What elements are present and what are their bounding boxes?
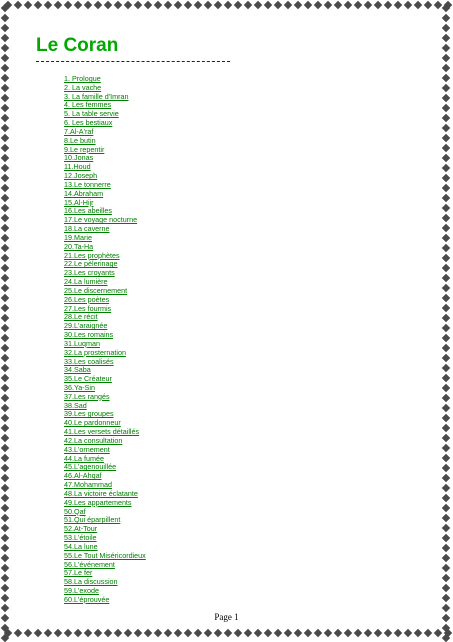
border-diamond (44, 629, 52, 637)
border-diamond (304, 629, 312, 637)
border-diamond (442, 74, 450, 82)
border-diamond (374, 1, 382, 9)
border-diamond (84, 1, 92, 9)
toc-link[interactable]: 50.Qaf (64, 506, 86, 516)
toc-link[interactable]: 59.L'exode (64, 586, 99, 596)
border-diamond (44, 1, 52, 9)
border-diamond (442, 94, 450, 102)
border-diamond (1, 34, 9, 42)
border-diamond (1, 334, 9, 342)
border-diamond (442, 84, 450, 92)
border-diamond (1, 514, 9, 522)
toc-link[interactable]: 40.Le pardonneur (64, 418, 121, 428)
border-diamond (164, 1, 172, 9)
border-diamond (34, 1, 42, 9)
border-diamond (1, 304, 9, 312)
border-diamond (1, 364, 9, 372)
border-diamond (1, 524, 9, 532)
border-diamond (442, 214, 450, 222)
border-diamond (442, 464, 450, 472)
toc-link[interactable]: 27.Les fourmis (64, 303, 112, 313)
border-diamond (442, 104, 450, 112)
border-diamond (1, 244, 9, 252)
border-diamond (442, 594, 450, 602)
border-diamond (442, 24, 450, 32)
toc-link[interactable]: 26.Les poètes (64, 294, 110, 304)
border-diamond (1, 64, 9, 72)
border-diamond (384, 629, 392, 637)
border-diamond (64, 1, 72, 9)
toc-link[interactable]: 47.Mohammad (64, 480, 112, 490)
page-number: Page 1 (214, 612, 239, 622)
border-diamond (274, 1, 282, 9)
border-diamond (74, 1, 82, 9)
toc-link[interactable]: 9.Le repentir (64, 144, 105, 154)
border-diamond (1, 14, 9, 22)
border-diamond (1, 424, 9, 432)
border-diamond (1, 484, 9, 492)
border-diamond (442, 64, 450, 72)
border-diamond (442, 254, 450, 262)
border-diamond (442, 494, 450, 502)
border-diamond (1, 254, 9, 262)
border-diamond (442, 344, 450, 352)
border-diamond (94, 629, 102, 637)
border-diamond (84, 629, 92, 637)
border-diamond (442, 284, 450, 292)
toc-link[interactable]: 25.Le discernement (64, 285, 128, 295)
border-diamond (214, 1, 222, 9)
border-diamond (354, 629, 362, 637)
toc-link[interactable]: 34.Saba (64, 365, 91, 375)
border-diamond (1, 394, 9, 402)
border-diamond (442, 524, 450, 532)
toc-link[interactable]: 49.Les appartements (64, 497, 132, 507)
border-diamond (1, 204, 9, 212)
border-diamond (1, 234, 9, 242)
toc-link[interactable]: 28.Le récit (64, 312, 98, 322)
border-diamond (374, 629, 382, 637)
border-diamond (114, 629, 122, 637)
toc-link[interactable]: 31.Luqman (64, 338, 100, 348)
border-diamond (442, 34, 450, 42)
border-diamond (442, 374, 450, 382)
border-diamond (144, 1, 152, 9)
border-diamond (442, 154, 450, 162)
border-diamond (442, 14, 450, 22)
border-diamond (442, 624, 450, 632)
border-diamond (1, 214, 9, 222)
border-diamond (442, 544, 450, 552)
border-diamond (1, 564, 9, 572)
border-diamond (284, 629, 292, 637)
toc-link[interactable]: 45.L'agenouillée (64, 462, 117, 472)
border-diamond (234, 629, 242, 637)
border-diamond (14, 1, 22, 9)
toc-link[interactable]: 13.Le tonnerre (64, 179, 111, 189)
border-diamond (354, 1, 362, 9)
border-diamond (1, 194, 9, 202)
border-diamond (442, 304, 450, 312)
border-diamond (1, 44, 9, 52)
page-title: Le Coran (36, 35, 119, 56)
toc-link[interactable]: 55.Le Tout Miséricordieux (64, 550, 146, 560)
toc-link[interactable]: 36.Ya-Sin (64, 382, 96, 392)
toc-link[interactable]: 60.L'éprouvée (64, 594, 110, 604)
border-diamond (164, 629, 172, 637)
border-diamond (334, 629, 342, 637)
border-diamond (244, 629, 252, 637)
toc-link[interactable]: 11.Houd (64, 162, 91, 172)
border-diamond (1, 94, 9, 102)
border-diamond (1, 184, 9, 192)
border-diamond (24, 629, 32, 637)
border-diamond (174, 1, 182, 9)
border-diamond (284, 1, 292, 9)
toc-link[interactable]: 4. Les femmes (64, 100, 112, 110)
border-diamond (442, 604, 450, 612)
border-diamond (1, 104, 9, 112)
border-diamond (324, 1, 332, 9)
border-diamond (304, 1, 312, 9)
border-top (0, 0, 453, 12)
border-diamond (1, 474, 9, 482)
border-diamond (442, 274, 450, 282)
border-diamond (442, 534, 450, 542)
border-diamond (314, 1, 322, 9)
border-diamond (254, 1, 262, 9)
toc-link[interactable]: 20.Ta-Ha (64, 241, 94, 251)
border-diamond (442, 324, 450, 332)
border-diamond (274, 629, 282, 637)
border-diamond (1, 284, 9, 292)
border-diamond (1, 404, 9, 412)
toc-link[interactable]: 56.L'événement (64, 559, 115, 569)
border-diamond (442, 4, 450, 12)
border-diamond (442, 634, 450, 642)
border-diamond (1, 594, 9, 602)
border-diamond (442, 314, 450, 322)
border-diamond (1, 74, 9, 82)
border-diamond (1, 154, 9, 162)
border-diamond (64, 629, 72, 637)
border-diamond (1, 294, 9, 302)
border-diamond (442, 124, 450, 132)
border-diamond (154, 629, 162, 637)
toc-link[interactable]: 3. La famille d'Imran (64, 91, 129, 101)
border-diamond (442, 54, 450, 62)
toc-link[interactable]: 29.L'araignée (64, 321, 108, 331)
toc-link[interactable]: 8.Le butin (64, 135, 96, 145)
border-diamond (442, 204, 450, 212)
border-diamond (34, 629, 42, 637)
toc-link[interactable]: 51.Qui éparpillent (64, 515, 121, 525)
border-diamond (1, 164, 9, 172)
border-diamond (442, 394, 450, 402)
toc-link[interactable]: 18.La caverne (64, 224, 110, 234)
border-diamond (442, 234, 450, 242)
border-diamond (254, 629, 262, 637)
border-diamond (104, 629, 112, 637)
border-diamond (442, 364, 450, 372)
border-diamond (184, 1, 192, 9)
border-diamond (364, 1, 372, 9)
toc-link[interactable]: 19.Marie (64, 232, 92, 242)
toc-link[interactable]: 10.Jonas (64, 153, 94, 163)
border-diamond (1, 24, 9, 32)
border-diamond (424, 1, 432, 9)
border-diamond (224, 1, 232, 9)
table-of-contents (64, 75, 146, 605)
toc-link[interactable]: 43.L'ornement (64, 444, 110, 454)
border-diamond (442, 474, 450, 482)
toc-link[interactable]: 30.Les romains (64, 330, 114, 340)
border-diamond (114, 1, 122, 9)
toc-link[interactable]: 17.Le voyage nocturne (64, 215, 138, 225)
toc-link[interactable]: 1. Prologue (64, 74, 101, 83)
border-diamond (442, 454, 450, 462)
border-diamond (1, 224, 9, 232)
border-diamond (1, 554, 9, 562)
toc-link[interactable]: 6. Les bestiaux (64, 118, 113, 128)
border-diamond (314, 629, 322, 637)
toc-link[interactable]: 54.La lune (64, 541, 98, 551)
border-diamond (334, 1, 342, 9)
border-diamond (394, 629, 402, 637)
toc-link[interactable]: 16.Les abeilles (64, 206, 112, 216)
border-diamond (404, 629, 412, 637)
border-diamond (1, 384, 9, 392)
toc-link[interactable]: 44.La fumée (64, 453, 104, 463)
border-diamond (442, 354, 450, 362)
border-diamond (1, 374, 9, 382)
border-diamond (1, 114, 9, 122)
border-diamond (1, 144, 9, 152)
border-diamond (1, 354, 9, 362)
border-right (441, 0, 453, 640)
toc-link[interactable]: 5. La table servie (64, 109, 119, 119)
border-diamond (442, 174, 450, 182)
toc-link[interactable]: 15.Al-Hijr (64, 197, 94, 207)
border-diamond (344, 1, 352, 9)
border-diamond (394, 1, 402, 9)
border-diamond (384, 1, 392, 9)
border-diamond (442, 224, 450, 232)
border-diamond (214, 629, 222, 637)
border-diamond (1, 604, 9, 612)
border-diamond (1, 414, 9, 422)
toc-link[interactable]: 39.Les groupes (64, 409, 114, 419)
border-diamond (1, 464, 9, 472)
toc-link[interactable]: 52.At-Tour (64, 524, 98, 534)
toc-link[interactable]: 41.Les versets détaillés (64, 427, 140, 437)
border-diamond (1, 264, 9, 272)
border-diamond (1, 454, 9, 462)
border-diamond (1, 624, 9, 632)
border-diamond (264, 629, 272, 637)
border-diamond (54, 1, 62, 9)
border-diamond (134, 629, 142, 637)
toc-link[interactable]: 38.Sad (64, 400, 87, 410)
border-diamond (442, 504, 450, 512)
border-diamond (442, 414, 450, 422)
border-diamond (442, 134, 450, 142)
border-diamond (1, 434, 9, 442)
border-left (0, 0, 12, 640)
border-diamond (294, 629, 302, 637)
border-diamond (442, 114, 450, 122)
border-diamond (1, 54, 9, 62)
border-diamond (324, 629, 332, 637)
border-diamond (134, 1, 142, 9)
border-diamond (1, 494, 9, 502)
border-diamond (234, 1, 242, 9)
border-diamond (442, 484, 450, 492)
border-diamond (442, 584, 450, 592)
border-diamond (154, 1, 162, 9)
toc-link[interactable]: 42.La consultation (64, 435, 123, 445)
border-diamond (442, 184, 450, 192)
border-diamond (442, 264, 450, 272)
border-diamond (124, 629, 132, 637)
border-diamond (1, 634, 9, 642)
border-diamond (404, 1, 412, 9)
border-diamond (1, 544, 9, 552)
toc-link[interactable]: 37.Les rangés (64, 391, 110, 401)
border-diamond (144, 629, 152, 637)
border-diamond (54, 629, 62, 637)
toc-link[interactable]: 48.La victoire éclatante (64, 488, 138, 498)
border-diamond (124, 1, 132, 9)
border-diamond (442, 294, 450, 302)
title-divider (36, 61, 230, 62)
border-diamond (442, 194, 450, 202)
toc-link[interactable]: 35.Le Créateur (64, 374, 112, 384)
border-diamond (1, 274, 9, 282)
border-diamond (442, 444, 450, 452)
toc-link[interactable]: 57.Le fer (64, 568, 93, 578)
toc-item (64, 596, 146, 605)
border-diamond (1, 504, 9, 512)
border-diamond (74, 629, 82, 637)
border-diamond (1, 584, 9, 592)
border-diamond (442, 384, 450, 392)
border-diamond (424, 629, 432, 637)
border-diamond (264, 1, 272, 9)
toc-link[interactable]: 2. La vache (64, 82, 102, 92)
toc-link[interactable]: 58.La discussion (64, 577, 118, 587)
border-diamond (224, 629, 232, 637)
toc-link[interactable]: 7.Al-A'raf (64, 126, 94, 136)
border-diamond (442, 564, 450, 572)
border-diamond (24, 1, 32, 9)
border-diamond (1, 4, 9, 12)
border-diamond (1, 324, 9, 332)
toc-link[interactable]: 46.Al-Ahqaf (64, 471, 102, 481)
toc-link[interactable]: 32.La prosternation (64, 347, 126, 357)
border-diamond (442, 434, 450, 442)
border-diamond (442, 424, 450, 432)
border-diamond (174, 629, 182, 637)
border-diamond (294, 1, 302, 9)
toc-link[interactable]: 22.Le pèlerinage (64, 259, 118, 269)
border-diamond (442, 514, 450, 522)
border-diamond (442, 144, 450, 152)
toc-link[interactable]: 23.Les croyants (64, 268, 115, 278)
border-diamond (344, 629, 352, 637)
border-diamond (1, 134, 9, 142)
border-diamond (364, 629, 372, 637)
border-diamond (1, 314, 9, 322)
border-diamond (194, 629, 202, 637)
toc-link[interactable]: 33.Les coalisés (64, 356, 114, 366)
border-diamond (1, 344, 9, 352)
toc-link[interactable]: 12.Joseph (64, 171, 98, 181)
border-diamond (184, 629, 192, 637)
border-diamond (194, 1, 202, 9)
border-diamond (1, 124, 9, 132)
border-diamond (204, 629, 212, 637)
border-diamond (1, 534, 9, 542)
border-diamond (442, 244, 450, 252)
toc-link[interactable]: 21.Les prophètes (64, 250, 120, 260)
border-bottom (0, 628, 453, 640)
border-diamond (94, 1, 102, 9)
border-diamond (1, 574, 9, 582)
border-diamond (442, 44, 450, 52)
border-diamond (442, 164, 450, 172)
toc-link[interactable]: 53.L'étoile (64, 533, 97, 543)
border-diamond (14, 629, 22, 637)
border-diamond (1, 174, 9, 182)
border-diamond (414, 629, 422, 637)
border-diamond (104, 1, 112, 9)
border-diamond (414, 1, 422, 9)
border-diamond (1, 444, 9, 452)
border-diamond (442, 334, 450, 342)
border-diamond (442, 404, 450, 412)
border-diamond (442, 574, 450, 582)
border-diamond (244, 1, 252, 9)
border-diamond (1, 84, 9, 92)
border-diamond (204, 1, 212, 9)
border-diamond (442, 554, 450, 562)
toc-link[interactable]: 24.La lumière (64, 277, 108, 287)
toc-link[interactable]: 14.Abraham (64, 188, 104, 198)
